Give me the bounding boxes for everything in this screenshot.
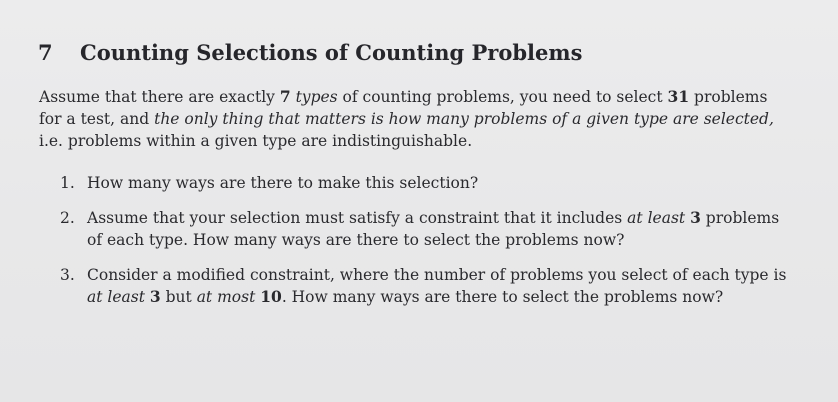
intro-text: of counting problems, you need to select bbox=[337, 88, 668, 106]
section-title: Counting Selections of Counting Problems bbox=[80, 40, 583, 65]
section-number: 7 bbox=[38, 40, 53, 65]
intro-emphasis-rule: the only thing that matters is how many problems of a given type are selected, bbox=[154, 110, 774, 128]
minimum-count: 3 bbox=[690, 208, 701, 227]
emphasis-at-least: at least bbox=[627, 209, 686, 227]
question-text-line-2 bbox=[87, 286, 800, 308]
intro-line-1 bbox=[39, 86, 799, 108]
intro-line-2 bbox=[39, 108, 799, 130]
section-heading bbox=[38, 40, 582, 65]
intro-text: for a test, and bbox=[39, 110, 155, 128]
question-text: problems bbox=[700, 209, 780, 227]
question-text: Assume that your selection must satisfy a constraint that it includes bbox=[87, 209, 628, 227]
question-text: How many ways are there to make this selection? bbox=[87, 174, 479, 192]
question-text-line-1: Consider a modified constraint, where the number of problems you select of each type is bbox=[87, 266, 787, 284]
question-item-3 bbox=[60, 264, 800, 308]
question-text: . How many ways are there to select the problems now? bbox=[281, 288, 724, 306]
intro-line-3: i.e. problems within a given type are indistinguishable. bbox=[39, 132, 473, 150]
question-item-2 bbox=[60, 207, 800, 264]
intro-paragraph bbox=[39, 86, 799, 152]
question-text-line-2: of each type. How many ways are there to select the problems now? bbox=[87, 231, 625, 249]
intro-text: Assume that there are exactly bbox=[39, 88, 280, 106]
question-number: 2. bbox=[60, 209, 75, 227]
question-item-1 bbox=[60, 172, 800, 207]
problem-count: 31 bbox=[667, 87, 690, 106]
question-list bbox=[60, 172, 800, 308]
emphasis-at-most: at most bbox=[196, 288, 256, 306]
intro-emphasis-types: types bbox=[295, 88, 338, 106]
question-text-line-1 bbox=[87, 207, 800, 229]
type-count: 7 bbox=[279, 87, 291, 106]
question-number: 3. bbox=[60, 266, 75, 284]
emphasis-at-least: at least bbox=[87, 288, 145, 306]
minimum-count: 3 bbox=[149, 287, 161, 306]
question-text: but bbox=[160, 288, 197, 306]
intro-text: problems bbox=[689, 88, 768, 106]
question-number: 1. bbox=[60, 174, 75, 192]
maximum-count: 10 bbox=[260, 287, 282, 306]
